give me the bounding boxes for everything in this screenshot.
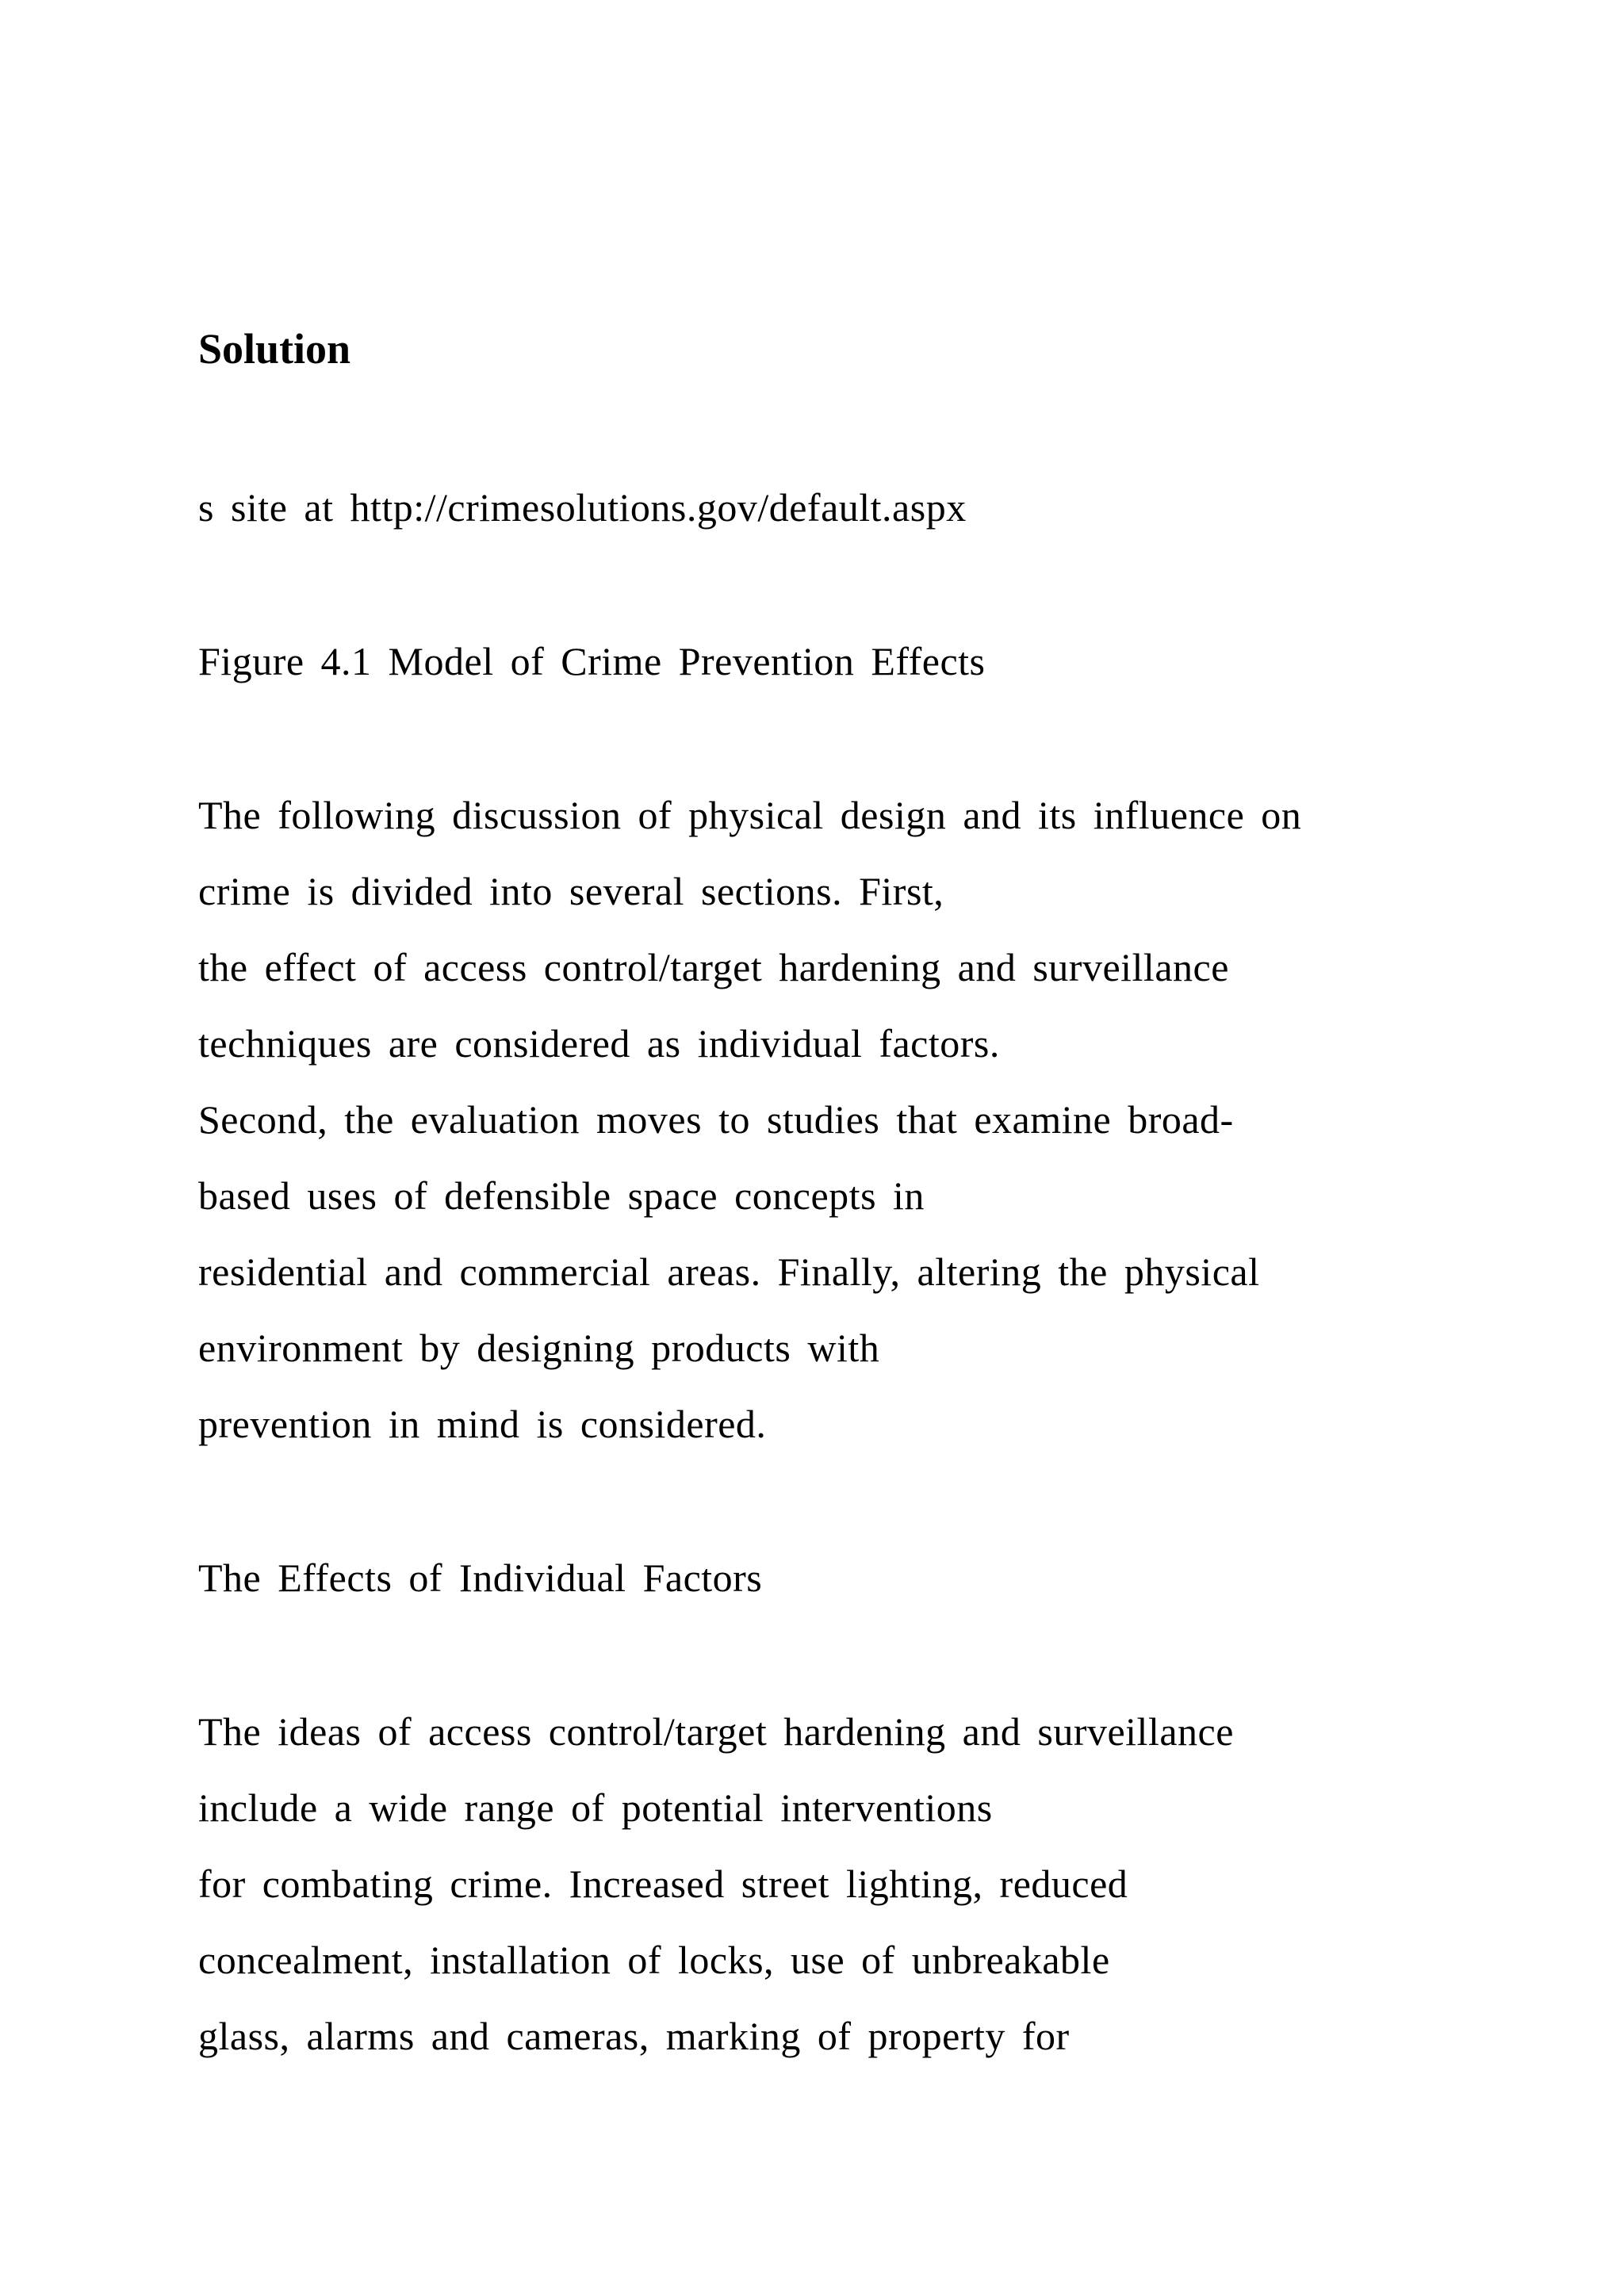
figure-caption: Figure 4.1 Model of Crime Prevention Effects [198, 639, 986, 683]
paragraph-line: The following discussion of physical design and its influence on [198, 793, 1302, 837]
paragraph-line: techniques are considered as individual factors. [198, 1021, 1000, 1066]
paragraph-line: for combating crime. Increased street lighting, reduced [198, 1862, 1128, 1906]
paragraph-line: based uses of defensible space concepts in [198, 1173, 925, 1218]
paragraph-line: Second, the evaluation moves to studies that examine broad- [198, 1097, 1234, 1142]
section-heading: The Effects of Individual Factors [198, 1556, 763, 1600]
paragraph-line: The ideas of access control/target hardening and surveillance [198, 1709, 1234, 1754]
paragraph-line: residential and commercial areas. Finally, altering the physical [198, 1249, 1260, 1294]
paragraph-line: the effect of access control/target hardening and surveillance [198, 945, 1229, 989]
paragraph-line: environment by designing products with [198, 1326, 880, 1370]
page-heading: Solution [198, 325, 351, 373]
paragraph-line: glass, alarms and cameras, marking of property for [198, 2014, 1070, 2058]
paragraph-line: concealment, installation of locks, use of unbreakable [198, 1938, 1110, 1982]
paragraph-line: crime is divided into several sections. First, [198, 869, 944, 913]
paragraph-line: include a wide range of potential interventions [198, 1785, 993, 1830]
paragraph-line: prevention in mind is considered. [198, 1402, 767, 1446]
source-line: s site at http://crimesolutions.gov/default.aspx [198, 485, 967, 530]
